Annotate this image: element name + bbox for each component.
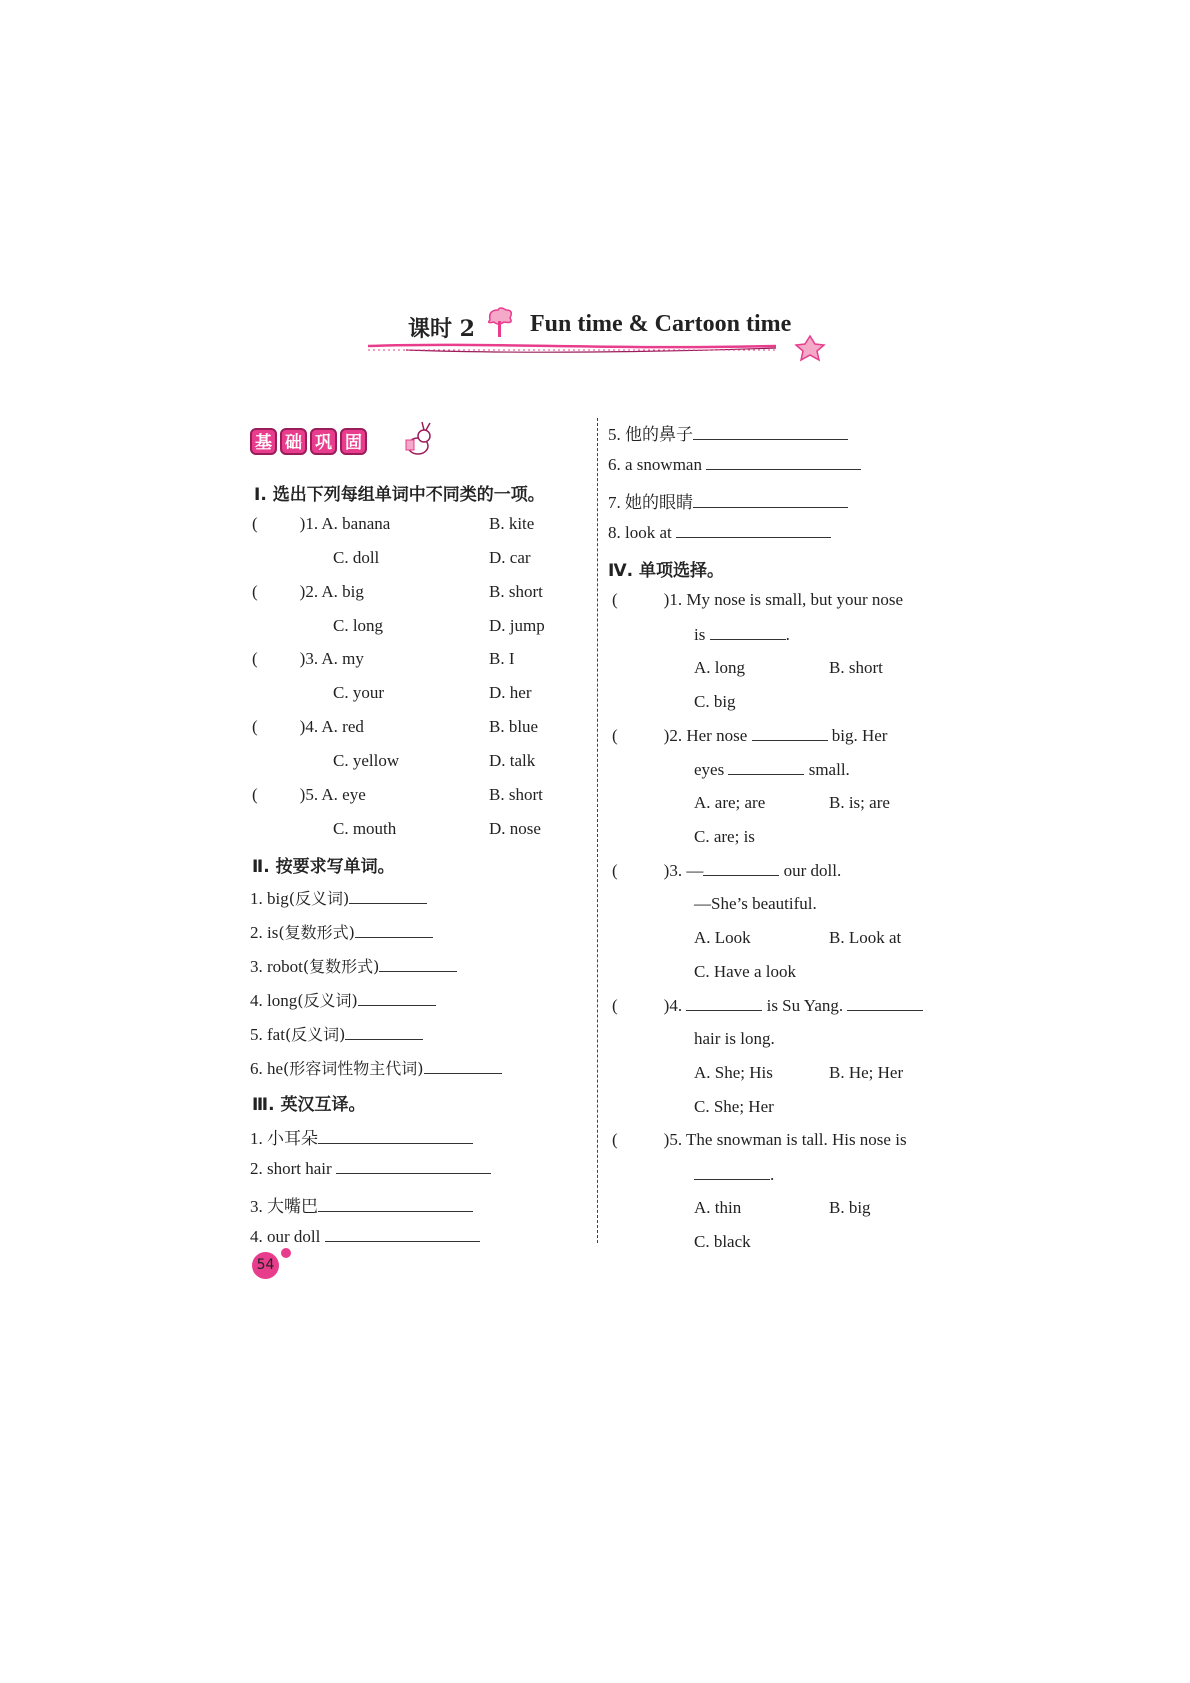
list-item: ( )5. A. eye — [252, 785, 366, 804]
column-divider — [597, 418, 598, 1243]
page-number: 54 — [252, 1252, 279, 1279]
option-c: C. yellow — [333, 751, 400, 770]
option-c: C. are; is — [694, 827, 755, 846]
question-1: ( )1. My nose is small, but your nose — [612, 590, 904, 609]
option-c: C. She; Her — [694, 1097, 774, 1116]
answer-blank[interactable] — [325, 1226, 480, 1242]
option-b: B. short — [829, 658, 883, 677]
option-a: 1. A. banana — [305, 514, 391, 533]
list-item: 7. 她的眼睛 — [608, 488, 848, 513]
answer-blank[interactable] — [752, 725, 828, 741]
option-b: B. big — [829, 1198, 871, 1217]
list-item: ( )2. A. big — [252, 582, 364, 601]
answer-blank[interactable] — [706, 454, 861, 470]
option-b: B. Look at — [829, 928, 902, 947]
list-item: 3. 大嘴巴 — [250, 1192, 473, 1217]
answer-blank[interactable] — [318, 1128, 473, 1144]
question-2-cont: eyes small. — [694, 760, 850, 779]
option-b: B. short — [489, 785, 543, 804]
section-badge — [250, 428, 370, 455]
answer-blank[interactable] — [693, 492, 848, 508]
answer-blank[interactable] — [358, 990, 436, 1006]
option-a: 5. A. eye — [305, 785, 366, 804]
answer-blank[interactable] — [336, 1158, 491, 1174]
option-d: D. talk — [489, 751, 536, 770]
question-1-cont: is . — [694, 625, 790, 644]
answer-blank[interactable] — [703, 860, 779, 876]
question-5-cont: . — [694, 1164, 774, 1185]
answer-blank[interactable] — [728, 759, 804, 775]
list-item: 2. is(复数形式) — [250, 920, 433, 943]
option-b: B. blue — [489, 717, 539, 736]
answer-blank[interactable] — [349, 888, 427, 904]
question-4: ( )4. is Su Yang. — [612, 995, 923, 1016]
badge-char: 巩 — [310, 428, 337, 455]
question-2: ( )2. Her nose big. Her — [612, 726, 888, 745]
option-b: B. He; Her — [829, 1063, 904, 1082]
option-d: D. her — [489, 683, 532, 702]
option-b: B. short — [489, 582, 543, 601]
answer-blank[interactable] — [345, 1024, 423, 1040]
badge-char: 础 — [280, 428, 307, 455]
answer-blank[interactable] — [686, 995, 762, 1011]
section-3-title: Ⅲ. 英汉互译。 — [252, 1095, 366, 1115]
answer-blank[interactable] — [355, 922, 433, 938]
list-item: ( )4. A. red — [252, 717, 364, 736]
section-2-title: Ⅱ. 按要求写单词。 — [252, 857, 395, 877]
list-item: 5. 他的鼻子 — [608, 420, 848, 445]
option-c: C. long — [333, 616, 384, 635]
list-item: ( )3. A. my — [252, 649, 364, 668]
section-4-title: Ⅳ. 单项选择。 — [608, 561, 725, 581]
option-c: C. black — [694, 1232, 751, 1251]
question-3-reply: —She’s beautiful. — [694, 894, 817, 913]
list-item: 8. look at — [608, 522, 831, 543]
list-item: 6. he(形容词性物主代词) — [250, 1056, 502, 1079]
option-d: D. car — [489, 548, 531, 567]
option-d: D. nose — [489, 819, 541, 838]
answer-blank[interactable] — [847, 995, 923, 1011]
option-c: C. your — [333, 683, 384, 702]
lesson-label: 课时 2 — [408, 316, 475, 342]
answer-blank[interactable] — [710, 624, 786, 640]
option-b: B. is; are — [829, 793, 890, 812]
list-item: 4. our doll — [250, 1226, 480, 1247]
list-item: 5. fat(反义词) — [250, 1022, 423, 1045]
star-icon — [796, 336, 824, 360]
option-c: C. doll — [333, 548, 380, 567]
badge-char: 基 — [250, 428, 277, 455]
answer-blank[interactable] — [318, 1196, 473, 1212]
option-c: C. Have a look — [694, 962, 796, 981]
list-item: 2. short hair — [250, 1158, 491, 1179]
option-a: A. are; are — [694, 793, 766, 812]
title-underline — [366, 332, 836, 362]
list-item: 4. long(反义词) — [250, 988, 436, 1011]
rabbit-icon — [398, 420, 438, 460]
option-a: 3. A. my — [305, 649, 364, 668]
question-4-cont: hair is long. — [694, 1029, 775, 1048]
answer-blank[interactable] — [676, 522, 831, 538]
option-c: C. big — [694, 692, 736, 711]
answer-blank[interactable] — [694, 1164, 770, 1180]
option-c: C. mouth — [333, 819, 397, 838]
question-5: ( )5. The snowman is tall. His nose is — [612, 1130, 907, 1149]
list-item: 3. robot(复数形式) — [250, 954, 457, 977]
answer-blank[interactable] — [693, 424, 848, 440]
list-item: ( )1. A. banana — [252, 514, 391, 533]
option-a: A. thin — [694, 1198, 742, 1217]
list-item: 1. big(反义词) — [250, 886, 427, 909]
section-1-title: Ⅰ. 选出下列每组单词中不同类的一项。 — [254, 485, 545, 505]
option-a: 4. A. red — [305, 717, 364, 736]
answer-blank[interactable] — [424, 1058, 502, 1074]
question-3: ( )3. — our doll. — [612, 861, 842, 880]
badge-char: 固 — [340, 428, 367, 455]
option-d: D. jump — [489, 616, 545, 635]
option-a: A. Look — [694, 928, 751, 947]
option-b: B. I — [489, 649, 515, 668]
answer-blank[interactable] — [379, 956, 457, 972]
option-a: A. She; His — [694, 1063, 773, 1082]
page-title: Fun time & Cartoon time — [530, 311, 792, 337]
list-item: 6. a snowman — [608, 454, 861, 475]
decor-dot — [281, 1248, 291, 1258]
option-a: A. long — [694, 658, 745, 677]
list-item: 1. 小耳朵 — [250, 1124, 473, 1149]
option-a: 2. A. big — [305, 582, 364, 601]
option-b: B. kite — [489, 514, 535, 533]
